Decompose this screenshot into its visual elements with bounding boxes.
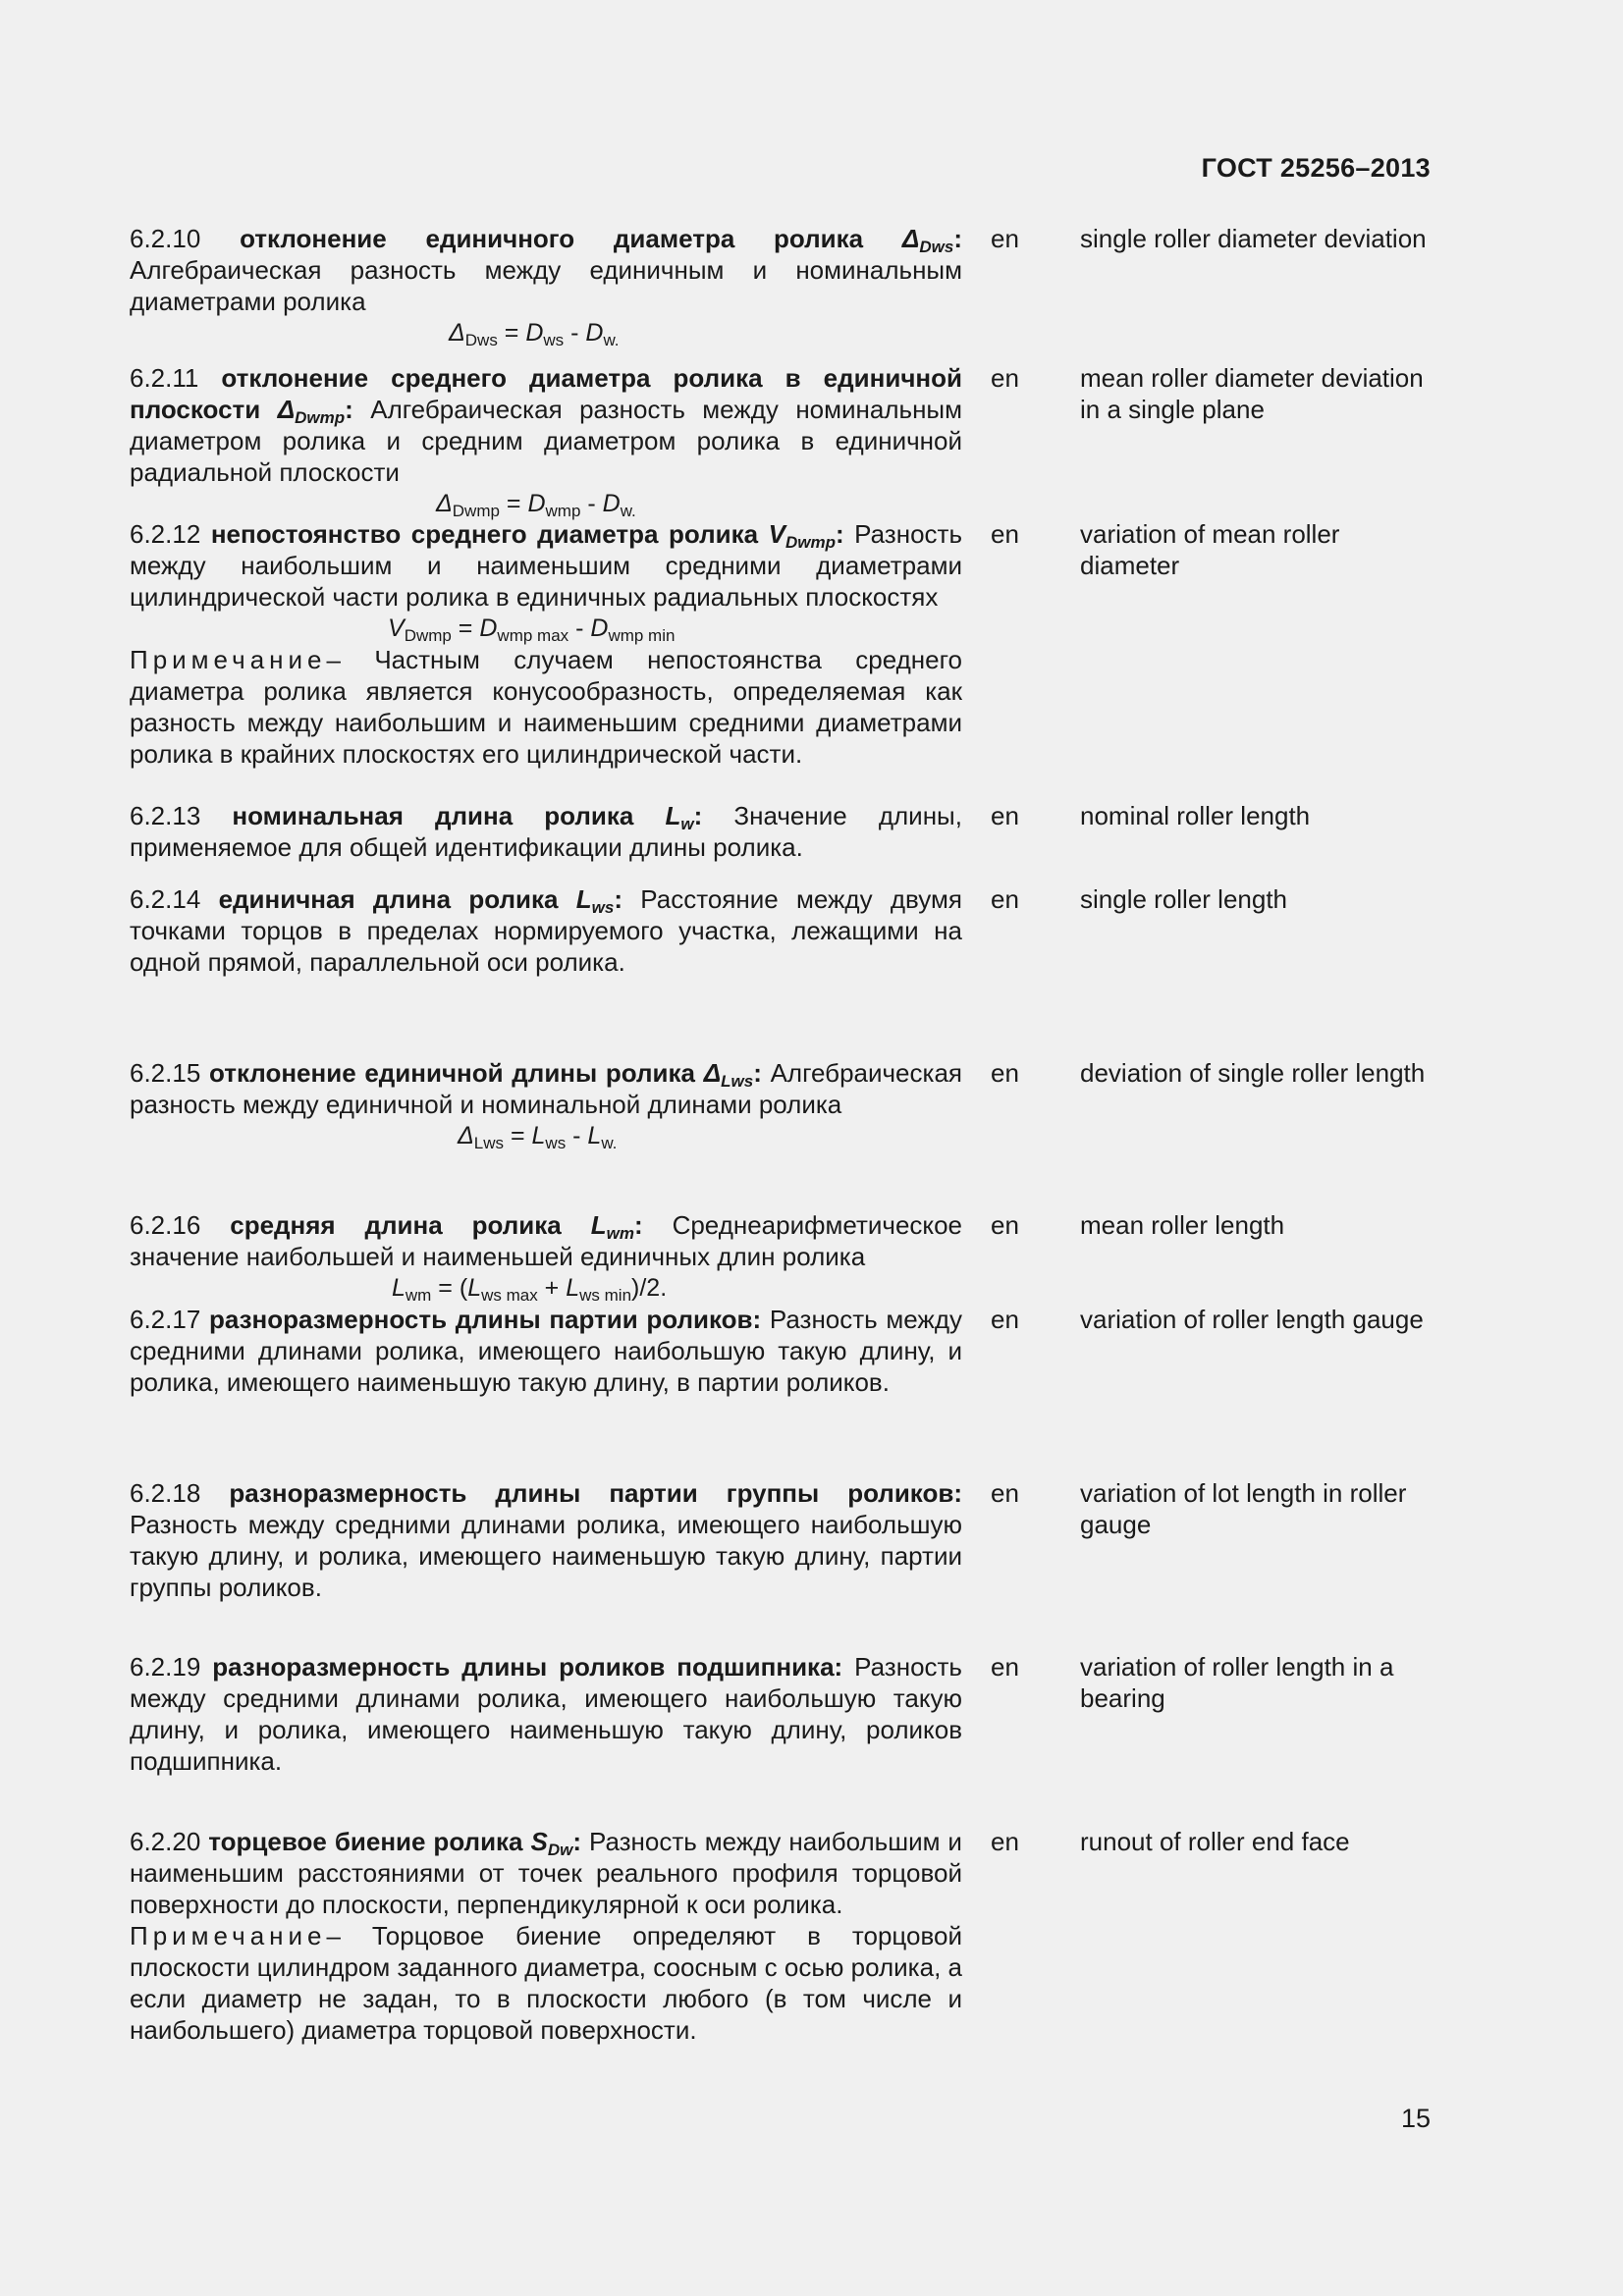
- term-label: разноразмерность длины партии роликов:: [208, 1305, 762, 1334]
- formula-term-1-sub: ws: [545, 1134, 567, 1152]
- page-number: 15: [1400, 2104, 1431, 2133]
- term-label: отклонение единичной длины ролика: [208, 1058, 695, 1088]
- term-colon: :: [614, 884, 622, 914]
- formula-lhs: [458, 1122, 474, 1149]
- term-colon: :: [753, 1058, 762, 1088]
- formula-term-1: [467, 1274, 481, 1302]
- term-english: runout of roller end face: [1080, 1827, 1350, 1856]
- formula-lhs-base: V: [388, 614, 405, 642]
- formula-term-1: [479, 614, 497, 642]
- term-symbol: [768, 519, 836, 552]
- formula-eq: =: [497, 319, 526, 347]
- term-definition-ru: [130, 1304, 962, 1398]
- language-code: en: [991, 363, 1019, 393]
- formula: [130, 613, 962, 644]
- formula-term-2-sub: w.: [620, 502, 636, 520]
- term-english: mean roller length: [1080, 1210, 1285, 1240]
- symbol-base: V: [768, 519, 785, 549]
- formula-term-1: [525, 319, 543, 347]
- note-text: – Частным случаем непостоянства среднего диаметра ролика является конусообразность, определяемая как разность между наибольшим и наименьшим средними диаметрами ролика в крайних плоскостях его цилиндрической части.: [130, 645, 962, 769]
- term-symbol: [703, 1058, 754, 1091]
- term-symbol: [530, 1827, 573, 1859]
- term-colon: :: [345, 395, 353, 424]
- definition-paragraph: [130, 223, 962, 317]
- formula-term-1-base: D: [527, 490, 546, 517]
- term-number: 6.2.14: [130, 884, 201, 914]
- formula-operator: -: [580, 490, 603, 517]
- term-label: отклонение среднего диаметра ролика в единичной плоскости: [130, 363, 962, 424]
- formula-operator: +: [537, 1274, 567, 1302]
- symbol-subscript: Dws: [919, 238, 954, 256]
- note: [130, 1920, 962, 2046]
- term-label: отклонение единичного диаметра ролика: [240, 224, 864, 253]
- term-number: 6.2.16: [130, 1210, 201, 1240]
- term-english: single roller length: [1080, 884, 1288, 914]
- term-colon: :: [572, 1827, 582, 1856]
- symbol-subscript: w: [680, 815, 694, 833]
- formula-tail: )/2.: [631, 1274, 668, 1302]
- note: [130, 644, 962, 770]
- term-definition-ru: [130, 1826, 962, 2046]
- note-label: Примечание: [130, 645, 327, 674]
- term-number: 6.2.19: [130, 1652, 201, 1682]
- definition-paragraph: [130, 518, 962, 613]
- formula-lhs-sub: Lws: [473, 1134, 505, 1152]
- language-code: en: [991, 884, 1019, 914]
- term-name: [232, 801, 703, 833]
- term-definition-ru: [130, 800, 962, 863]
- formula-operator: -: [564, 319, 586, 347]
- term-name: [218, 884, 622, 917]
- language-code: en: [991, 1058, 1019, 1088]
- term-english: variation of roller length gauge: [1080, 1305, 1424, 1334]
- formula-term-2-sub: w.: [603, 331, 620, 349]
- term-label: разноразмерность длины роликов подшипника:: [212, 1652, 843, 1682]
- term-colon: :: [633, 1210, 643, 1240]
- formula: [130, 1272, 962, 1304]
- term-definition-ru: [130, 223, 962, 348]
- definition-text: Алгебраическая разность между единичным и номинальным диаметрами ролика: [130, 255, 962, 316]
- formula-term-1-base: D: [525, 319, 544, 347]
- formula-operator: -: [566, 1122, 588, 1149]
- definition-text: Разность между средними длинами ролика, имеющего наибольшую такую длину, и ролика, имеющего наименьшую такую длину, в партии роликов.: [130, 1305, 962, 1397]
- language-code: en: [991, 1478, 1019, 1508]
- term-definition-ru: [130, 1477, 962, 1603]
- formula-term-1-base: L: [467, 1274, 482, 1302]
- term-definition-ru: [130, 362, 962, 519]
- formula-lhs-sub: Dwmp: [404, 626, 452, 645]
- definition-paragraph: [130, 1651, 962, 1777]
- formula-term-2-sub: wmp min: [608, 626, 676, 645]
- formula-term-2-base: D: [602, 490, 621, 517]
- term-definition-ru: [130, 518, 962, 770]
- formula: [130, 317, 962, 348]
- formula-eq: =: [504, 1122, 532, 1149]
- formula-lhs-sub: wm: [405, 1286, 432, 1305]
- term-colon: :: [693, 801, 703, 830]
- formula-term-1: [527, 490, 545, 517]
- formula-term-2-base: L: [566, 1274, 580, 1302]
- definition-text: Алгебраическая разность между единичной и номинальной длинами ролика: [130, 1058, 962, 1119]
- term-number: 6.2.11: [130, 363, 199, 393]
- symbol-base: Δ: [277, 395, 296, 424]
- formula-term-2: [587, 1122, 601, 1149]
- term-english: variation of roller length in a bearing: [1080, 1652, 1394, 1713]
- formula-lhs-sub: Dwmp: [452, 502, 500, 520]
- term-label: средняя длина ролика: [230, 1210, 562, 1240]
- definition-text: Среднеарифметическое значение наибольшей и наименьшей единичных длин ролика: [130, 1210, 963, 1271]
- term-english: variation of mean roller diameter: [1080, 519, 1340, 580]
- symbol-subscript: ws: [591, 898, 615, 917]
- symbol-base: L: [665, 801, 681, 830]
- term-label: торцевое биение ролика: [208, 1827, 523, 1856]
- term-label: непостоянство среднего диаметра ролика: [210, 519, 759, 549]
- term-name: [240, 224, 963, 256]
- term-number: 6.2.17: [130, 1305, 201, 1334]
- definition-paragraph: [130, 883, 962, 978]
- symbol-subscript: Dwmp: [784, 533, 836, 552]
- definition-text: Алгебраическая разность между номинальным диаметром ролика и средним диаметром ролика в единичной радиальной плоскости: [130, 395, 962, 487]
- formula-term-2: [566, 1274, 579, 1302]
- term-definition-ru: [130, 1651, 962, 1777]
- formula-term-1-sub: ws max: [481, 1286, 538, 1305]
- term-english: nominal roller length: [1080, 801, 1311, 830]
- language-code: en: [991, 224, 1019, 253]
- term-colon: :: [835, 519, 844, 549]
- term-definition-ru: [130, 883, 962, 978]
- definition-paragraph: [130, 362, 962, 488]
- term-symbol: [901, 224, 954, 256]
- term-name: [230, 1210, 643, 1243]
- term-number: 6.2.13: [130, 801, 201, 830]
- definition-paragraph: [130, 1209, 962, 1272]
- formula-term-2: [585, 319, 603, 347]
- formula-term-2-base: D: [585, 319, 604, 347]
- symbol-subscript: Dw: [547, 1841, 573, 1859]
- formula-term-2-sub: ws min: [579, 1286, 632, 1305]
- language-code: en: [991, 801, 1019, 830]
- term-name: [229, 1478, 962, 1508]
- term-symbol: [575, 884, 615, 917]
- definition-text: Разность между средними длинами ролика, имеющего наибольшую такую длину, и ролика, имеющего наименьшую такую длину, роликов подшипника.: [130, 1652, 962, 1776]
- formula-lhs-base: Δ: [436, 490, 453, 517]
- definition-paragraph: [130, 800, 962, 863]
- formula-term-1-sub: wmp: [545, 502, 581, 520]
- symbol-base: Δ: [703, 1058, 722, 1088]
- formula-term-2-sub: w.: [601, 1134, 618, 1152]
- note-text: – Торцовое биение определяют в торцовой плоскости цилиндром заданного диаметра, соосным с осью ролика, а если диаметр не задан, то в плоскости любого (в том числе и наибольшего) диаметра торцовой поверхности.: [130, 1921, 962, 2045]
- definition-paragraph: [130, 1057, 962, 1120]
- formula-term-2: [590, 614, 608, 642]
- symbol-subscript: Lws: [721, 1072, 754, 1091]
- symbol-base: Δ: [901, 224, 920, 253]
- definition-text: Расстояние между двумя точками торцов в пределах нормируемого участка, лежащими на одной прямой, параллельной оси ролика.: [130, 884, 962, 977]
- language-code: en: [991, 1305, 1019, 1334]
- formula-term-2-base: D: [590, 614, 609, 642]
- term-label: единичная длина ролика: [218, 884, 559, 914]
- definition-paragraph: [130, 1304, 962, 1398]
- symbol-base: S: [530, 1827, 548, 1856]
- formula-operator: -: [568, 614, 591, 642]
- term-label: номинальная длина ролика: [232, 801, 634, 830]
- term-definition-ru: [130, 1057, 962, 1151]
- language-code: en: [991, 519, 1019, 549]
- formula-term-2: [603, 490, 621, 517]
- term-english: single roller diameter deviation: [1080, 224, 1427, 253]
- definition-text: Значение длины, применяемое для общей идентификации длины ролика.: [130, 801, 962, 862]
- term-name: [212, 1652, 842, 1682]
- term-english: variation of lot length in roller gauge: [1080, 1478, 1407, 1539]
- term-colon: :: [953, 224, 963, 253]
- term-name: [209, 1305, 761, 1334]
- formula-lhs: [436, 490, 453, 517]
- formula: [130, 1120, 962, 1151]
- formula-lhs-base: Δ: [449, 319, 465, 347]
- term-symbol: [665, 801, 694, 833]
- document-code: ГОСТ 25256–2013: [1201, 153, 1431, 183]
- formula-lhs-sub: Dws: [464, 331, 498, 349]
- formula-term-1: [532, 1122, 546, 1149]
- symbol-subscript: Dwmp: [295, 408, 346, 427]
- formula-lhs: [388, 614, 405, 642]
- formula-lhs-base: Δ: [458, 1122, 474, 1149]
- formula-lhs: [449, 319, 465, 347]
- formula-eq: = (: [431, 1274, 468, 1302]
- formula: [130, 488, 962, 519]
- term-number: 6.2.18: [130, 1478, 201, 1508]
- formula-term-1-base: L: [531, 1122, 546, 1149]
- term-number: 6.2.20: [130, 1827, 201, 1856]
- term-label: разноразмерность длины партии группы роликов:: [229, 1478, 962, 1508]
- term-english: deviation of single roller length: [1080, 1058, 1426, 1088]
- term-english: mean roller diameter deviation in a single plane: [1080, 363, 1424, 424]
- formula-eq: =: [499, 490, 528, 517]
- language-code: en: [991, 1652, 1019, 1682]
- formula-term-1-sub: ws: [543, 331, 565, 349]
- formula-eq: =: [451, 614, 480, 642]
- term-name: [210, 519, 844, 552]
- term-symbol: [277, 395, 346, 427]
- formula-term-2-base: L: [587, 1122, 602, 1149]
- definition-text: Разность между средними длинами ролика, имеющего наибольшую такую длину, и ролика, имеющего наименьшую такую длину, партии группы роликов.: [130, 1510, 962, 1602]
- term-number: 6.2.12: [130, 519, 201, 549]
- term-number: 6.2.15: [130, 1058, 201, 1088]
- definition-paragraph: [130, 1477, 962, 1603]
- symbol-subscript: wm: [606, 1224, 634, 1243]
- definition-paragraph: [130, 1826, 962, 1920]
- formula-term-1-base: D: [479, 614, 498, 642]
- term-number: 6.2.10: [130, 224, 201, 253]
- term-name: [208, 1058, 762, 1091]
- symbol-base: L: [575, 884, 592, 914]
- term-symbol: [590, 1210, 634, 1243]
- language-code: en: [991, 1210, 1019, 1240]
- term-definition-ru: [130, 1209, 962, 1304]
- note-label: Примечание: [130, 1921, 327, 1950]
- term-name: [208, 1827, 582, 1859]
- definition-text: Разность между наибольшим и наименьшим расстояниями от точек реального профиля торцовой поверхности до плоскости, перпендикулярной к оси ролика.: [130, 1827, 962, 1919]
- formula-term-1-sub: wmp max: [497, 626, 569, 645]
- language-code: en: [991, 1827, 1019, 1856]
- symbol-base: L: [590, 1210, 607, 1240]
- definition-text: Разность между наибольшим и наименьшим средними диаметрами цилиндрической части ролика в единичных радиальных плоскостях: [130, 519, 962, 612]
- formula-lhs-base: L: [392, 1274, 406, 1302]
- formula-lhs: [392, 1274, 406, 1302]
